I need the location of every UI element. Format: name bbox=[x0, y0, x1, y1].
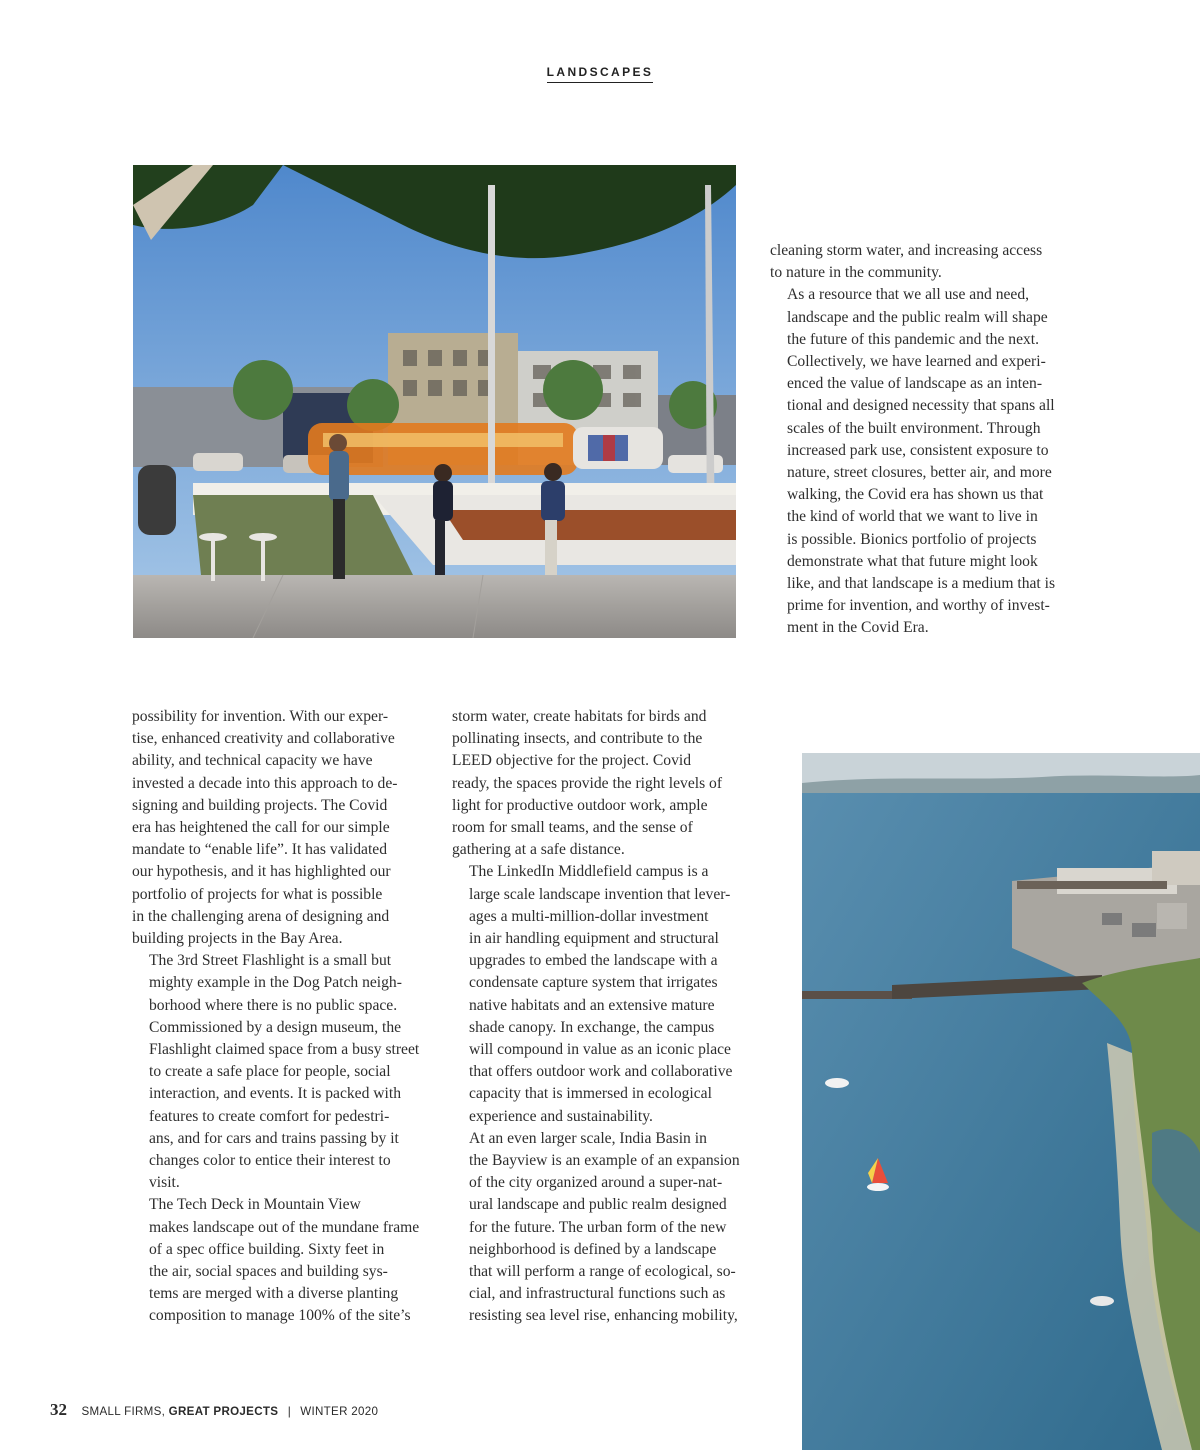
paragraph bbox=[132, 706, 432, 950]
text-line: condensate capture system that irrigates bbox=[469, 974, 718, 992]
text-line: of the city organized around a super-nat- bbox=[469, 1174, 723, 1192]
article-column-top-right bbox=[770, 240, 1070, 640]
text-line: The Tech Deck in Mountain View bbox=[149, 1196, 361, 1214]
text-line: to create a safe place for people, social bbox=[149, 1063, 391, 1081]
text-line: nature, street closures, better air, and more bbox=[787, 464, 1052, 482]
text-line: tems are merged with a diverse planting bbox=[149, 1285, 399, 1303]
text-line: At an even larger scale, India Basin in bbox=[469, 1129, 707, 1147]
text-line: like, and that landscape is a medium that is bbox=[787, 575, 1056, 593]
paragraph bbox=[452, 861, 747, 1127]
text-line: that will perform a range of ecological, so- bbox=[469, 1263, 736, 1281]
publication-title bbox=[81, 1405, 278, 1418]
text-line: invested a decade into this approach to de- bbox=[132, 774, 398, 792]
text-line: that offers outdoor work and collaborative bbox=[469, 1063, 733, 1081]
text-line: demonstrate what that future might look bbox=[787, 552, 1038, 570]
paragraph bbox=[770, 240, 1070, 284]
article-column-left bbox=[132, 706, 432, 1328]
text-line: era has heightened the call for our simple bbox=[132, 819, 390, 837]
text-line: tional and designed necessity that spans all bbox=[787, 397, 1055, 415]
issue-label: WINTER 2020 bbox=[300, 1405, 379, 1418]
text-line: gathering at a safe distance. bbox=[452, 841, 625, 859]
text-line: cleaning storm water, and increasing access bbox=[770, 242, 1043, 259]
text-line: enced the value of landscape as an inten- bbox=[787, 375, 1043, 393]
publication-bold: GREAT PROJECTS bbox=[168, 1405, 279, 1418]
text-line: light for productive outdoor work, ample bbox=[452, 796, 708, 814]
text-line: As a resource that we all use and need, bbox=[787, 286, 1030, 304]
text-line: visit. bbox=[149, 1174, 180, 1192]
text-line: walking, the Covid era has shown us that bbox=[787, 486, 1044, 504]
text-line: composition to manage 100% of the site’s bbox=[149, 1307, 411, 1325]
section-header bbox=[0, 63, 1200, 83]
text-line: borhood where there is no public space. bbox=[149, 996, 398, 1014]
paragraph bbox=[452, 1128, 747, 1328]
text-line: the Bayview is an example of an expansion bbox=[469, 1152, 740, 1170]
text-line: scales of the built environment. Through bbox=[787, 419, 1041, 437]
text-line: portfolio of projects for what is possible bbox=[132, 885, 383, 903]
text-line: tise, enhanced creativity and collaborative bbox=[132, 730, 395, 748]
text-line: the future of this pandemic and the next. bbox=[787, 330, 1040, 348]
text-line: ready, the spaces provide the right levels of bbox=[452, 774, 723, 792]
text-line: mandate to “enable life”. It has validated bbox=[132, 841, 388, 859]
text-line: the kind of world that we want to live in bbox=[787, 508, 1038, 526]
text-line: our hypothesis, and it has highlighted our bbox=[132, 863, 391, 881]
page-footer bbox=[50, 1400, 378, 1420]
text-line: native habitats and an extensive mature bbox=[469, 996, 715, 1014]
text-line: prime for invention, and worthy of invest- bbox=[787, 597, 1050, 615]
paragraph bbox=[770, 284, 1070, 639]
text-line: interaction, and events. It is packed with bbox=[149, 1085, 402, 1103]
paragraph bbox=[452, 706, 747, 861]
text-line: increased park use, consistent exposure to bbox=[787, 441, 1049, 459]
paragraph bbox=[132, 950, 432, 1194]
text-line: LEED objective for the project. Covid bbox=[452, 752, 692, 770]
text-line: in air handling equipment and structural bbox=[469, 930, 719, 948]
text-line: room for small teams, and the sense of bbox=[452, 819, 693, 837]
text-line: makes landscape out of the mundane frame bbox=[149, 1218, 420, 1236]
text-line: is possible. Bionics portfolio of projects bbox=[787, 530, 1037, 548]
text-line: changes color to entice their interest to bbox=[149, 1152, 391, 1170]
aerial-bay-photo bbox=[802, 753, 1200, 1450]
text-line: pollinating insects, and contribute to the bbox=[452, 730, 703, 748]
text-line: the air, social spaces and building sys- bbox=[149, 1263, 388, 1281]
text-line: resisting sea level rise, enhancing mobility, bbox=[469, 1307, 738, 1325]
text-line: cial, and infrastructural functions such as bbox=[469, 1285, 726, 1303]
text-line: signing and building projects. The Covid bbox=[132, 796, 388, 814]
text-line: storm water, create habitats for birds and bbox=[452, 708, 707, 725]
street-seating-photo bbox=[133, 165, 736, 638]
text-line: experience and sustainability. bbox=[469, 1107, 653, 1125]
text-line: will compound in value as an iconic place bbox=[469, 1041, 731, 1059]
text-line: ans, and for cars and trains passing by it bbox=[149, 1129, 399, 1147]
text-line: in the challenging arena of designing and bbox=[132, 907, 390, 925]
paragraph bbox=[132, 1194, 432, 1327]
footer-separator: | bbox=[287, 1405, 291, 1418]
text-line: ural landscape and public realm designed bbox=[469, 1196, 727, 1214]
text-line: of a spec office building. Sixty feet in bbox=[149, 1240, 385, 1258]
page-number: 32 bbox=[50, 1400, 67, 1419]
text-line: features to create comfort for pedestri- bbox=[149, 1107, 390, 1125]
text-line: The 3rd Street Flashlight is a small but bbox=[149, 952, 392, 970]
text-line: ment in the Covid Era. bbox=[787, 619, 929, 637]
text-line: upgrades to embed the landscape with a bbox=[469, 952, 718, 970]
text-line: ability, and technical capacity we have bbox=[132, 752, 373, 770]
text-line: The LinkedIn Middlefield campus is a bbox=[469, 863, 709, 881]
publication-prefix: SMALL FIRMS, bbox=[81, 1405, 169, 1418]
text-line: possibility for invention. With our exper- bbox=[132, 708, 389, 725]
section-label: LANDSCAPES bbox=[547, 65, 654, 83]
text-line: neighborhood is defined by a landscape bbox=[469, 1240, 717, 1258]
text-line: Flashlight claimed space from a busy street bbox=[149, 1041, 420, 1059]
text-line: building projects in the Bay Area. bbox=[132, 930, 343, 948]
text-line: shade canopy. In exchange, the campus bbox=[469, 1018, 715, 1036]
text-line: to nature in the community. bbox=[770, 264, 942, 282]
article-column-middle bbox=[452, 706, 747, 1328]
text-line: ages a multi-million-dollar investment bbox=[469, 907, 709, 925]
text-line: for the future. The urban form of the new bbox=[469, 1218, 727, 1236]
text-line: landscape and the public realm will shape bbox=[787, 308, 1048, 326]
text-line: mighty example in the Dog Patch neigh- bbox=[149, 974, 402, 992]
text-line: large scale landscape invention that lever- bbox=[469, 885, 731, 903]
text-line: capacity that is immersed in ecological bbox=[469, 1085, 712, 1103]
text-line: Collectively, we have learned and experi- bbox=[787, 353, 1046, 371]
text-line: Commissioned by a design museum, the bbox=[149, 1018, 402, 1036]
